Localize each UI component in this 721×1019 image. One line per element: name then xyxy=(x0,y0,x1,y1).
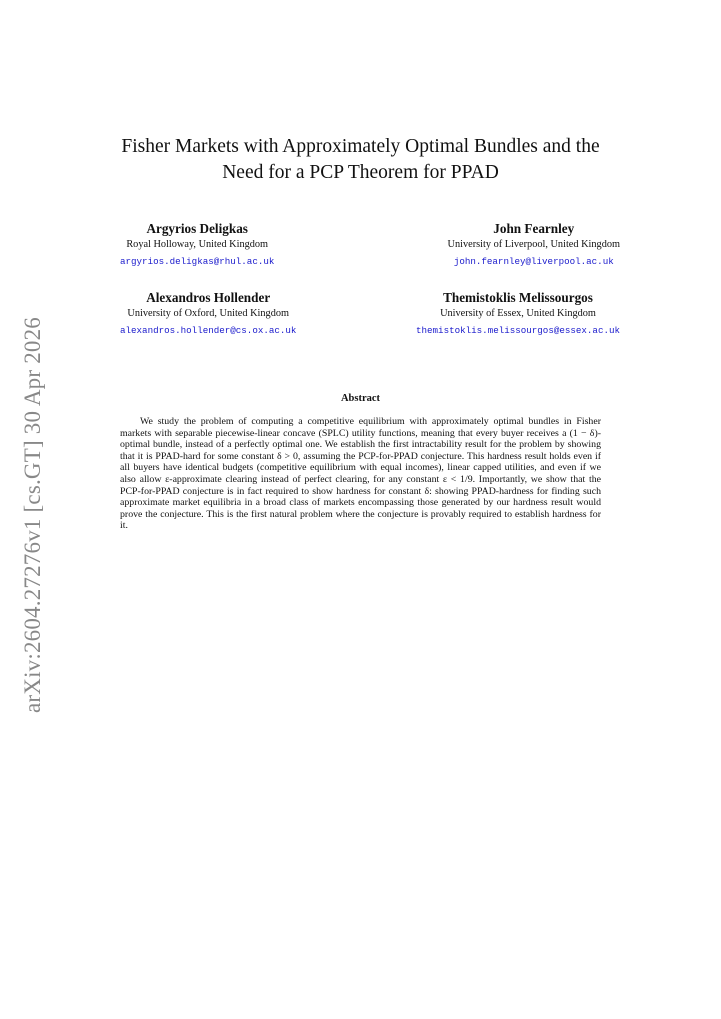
author-name: Themistoklis Melissourgos xyxy=(443,290,593,305)
author-email-link[interactable]: argyrios.deligkas@rhul.ac.uk xyxy=(120,256,275,267)
author-name: Alexandros Hollender xyxy=(146,290,271,305)
author-email-link[interactable]: themistoklis.melissourgos@essex.ac.uk xyxy=(416,325,620,336)
author-hollender xyxy=(120,289,296,340)
author-email-link[interactable]: john.fearnley@liverpool.ac.uk xyxy=(453,256,614,267)
author-melissourgos xyxy=(416,289,620,340)
author-affiliation: University of Liverpool, United Kingdom xyxy=(447,239,620,250)
arxiv-identifier: arXiv:2604.27276v1 [cs.GT] 30 Apr 2026 xyxy=(20,317,45,713)
author-fearnley xyxy=(448,220,620,271)
author-block xyxy=(120,220,620,340)
author-row-1 xyxy=(120,220,620,271)
arxiv-identifier-margin xyxy=(8,300,58,730)
abstract-heading: Abstract xyxy=(340,393,381,404)
author-email-link[interactable]: alexandros.hollender@cs.ox.ac.uk xyxy=(120,325,297,336)
title-line-1: Fisher Markets with Approximately Optimal Bundles and the xyxy=(121,136,600,157)
author-affiliation: Royal Holloway, United Kingdom xyxy=(126,239,269,250)
author-affiliation: University of Essex, United Kingdom xyxy=(440,308,596,319)
author-row-2 xyxy=(120,289,620,340)
author-deligkas xyxy=(120,220,274,271)
author-name: Argyrios Deligkas xyxy=(146,221,248,236)
author-name: John Fearnley xyxy=(493,221,575,236)
abstract-text: We study the problem of computing a competitive equilibrium with approximately optimal bundles in Fisher markets with separable piecewise-linear concave (SPLC) utility functions, meaning that every buyer receives a (1 − δ)-optimal bundle, instead of a perfectly optimal one. We establish the first intractability result for the problem by showing that it is PPAD-hard for some constant δ > 0, assuming the PCP-for-PPAD conjecture. This hardness result holds even if all buyers have identical budgets (competitive equilibrium with equal incomes), linear capped utilities, and even if we also allow ε-approximate clearing instead of perfect clearing, for any constant ε < 1/9. Importantly, we show that the PCP-for-PPAD conjecture is in fact required to show hardness for constant δ: showing PPAD-hardness for finding such approximate market equilibria in a broad class of markets encompassing those generated by our hardness result would prove the conjecture. This is the first natural problem where the conjecture is provably required to establish hardness for it. xyxy=(120,416,601,532)
author-affiliation: University of Oxford, United Kingdom xyxy=(127,308,290,319)
title-line-2: Need for a PCP Theorem for PPAD xyxy=(222,162,499,183)
paper-title xyxy=(90,134,631,186)
